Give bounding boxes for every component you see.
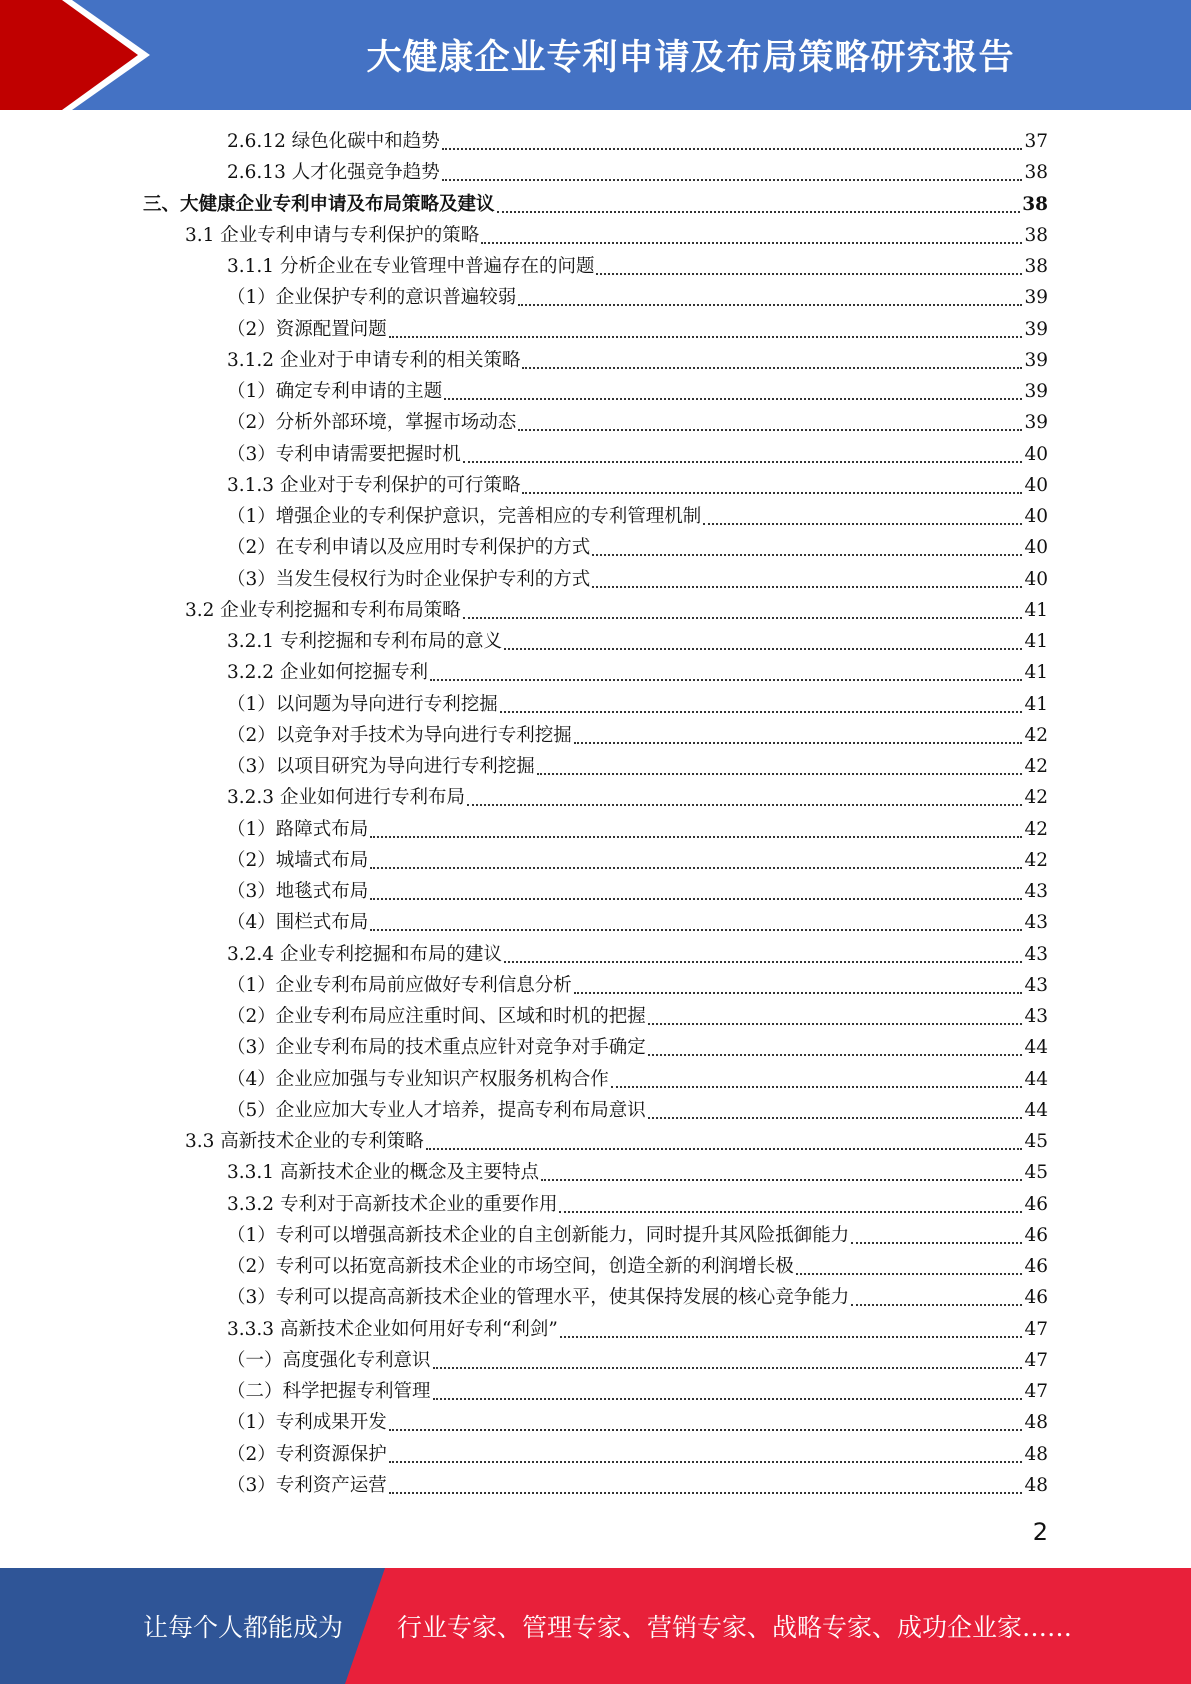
toc-leader-dots [703,523,1022,525]
toc-leader-dots [389,1492,1023,1494]
toc-entry-label: （二）科学把握专利管理 [227,1381,431,1402]
toc-entry-page: 39 [1024,318,1048,340]
toc-entry-page: 48 [1024,1412,1048,1434]
toc-leader-dots [389,336,1023,338]
toc-entry[interactable] [227,441,1048,469]
toc-entry-page: 37 [1024,131,1048,152]
toc-entry-label: （3）当发生侵权行为时企业保护专利的方式 [227,568,591,590]
toc-entry[interactable] [227,1316,1048,1344]
toc-entry-label: （3）专利申请需要把握时机 [227,443,461,465]
toc-entry-label: （3）专利可以提高高新技术企业的管理水平，使其保持发展的核心竞争能力 [227,1287,850,1309]
toc-entry[interactable] [227,1066,1048,1094]
toc-entry-label: 3.3 高新技术企业的专利策略 [185,1131,424,1152]
toc-entry-page: 43 [1024,912,1048,934]
toc-leader-dots [559,1211,1022,1213]
toc-entry-page: 39 [1024,349,1048,371]
toc-leader-dots [433,1367,1023,1369]
footer-slogan-left: 让每个人都能成为 [143,1613,344,1642]
toc-leader-dots [537,773,1023,775]
toc-entry-page: 45 [1024,1162,1048,1184]
toc-entry-label: 3.3.1 高新技术企业的概念及主要特点 [227,1162,539,1184]
toc-entry-page: 46 [1024,1224,1048,1246]
header-banner [0,0,1191,110]
toc-leader-dots [504,648,1022,650]
toc-entry-label: （一）高度强化专利意识 [227,1349,431,1371]
toc-entry[interactable] [227,378,1048,406]
toc-leader-dots [442,179,1023,181]
toc-entry-page: 41 [1024,662,1048,684]
toc-entry[interactable] [227,784,1048,812]
toc-entry[interactable] [227,1034,1048,1062]
toc-leader-dots [560,1336,1023,1338]
toc-entry-page: 41 [1024,599,1048,621]
toc-entry-label: （3）地毯式布局 [227,881,369,902]
toc-entry[interactable] [227,1284,1048,1312]
toc-entry-page: 39 [1024,381,1048,402]
toc-entry-label: （2）以竞争对手技术为导向进行专利挖掘 [227,724,572,746]
toc-entry-page: 38 [1022,193,1048,215]
toc-entry[interactable] [227,1159,1048,1187]
toc-leader-dots [504,961,1022,963]
toc-entry-page: 46 [1024,1193,1048,1215]
toc-entry[interactable] [227,972,1048,1000]
toc-entry-label: 3.1.3 企业对于专利保护的可行策略 [227,474,521,496]
toc-entry[interactable] [227,1097,1048,1125]
toc-entry-page: 41 [1024,693,1048,715]
toc-entry-page: 43 [1024,881,1048,902]
toc-entry[interactable] [227,628,1048,656]
toc-leader-dots [796,1273,1023,1275]
toc-entry-page: 42 [1024,756,1048,777]
toc-entry-label: （3）企业专利布局的技术重点应针对竞争对手确定 [227,1037,646,1059]
toc-leader-dots [574,992,1023,994]
toc-entry[interactable] [227,659,1048,687]
toc-entry-label: 3.1.2 企业对于申请专利的相关策略 [227,349,521,371]
toc-leader-dots [426,1148,1023,1150]
toc-entry-label: （2）专利资源保护 [227,1443,387,1465]
toc-entry-label: （2）城墙式布局 [227,849,369,871]
toc-leader-dots [592,586,1022,588]
toc-entry-page: 44 [1024,1037,1048,1059]
toc-entry-label: （1）以问题为导向进行专利挖掘 [227,693,498,715]
page-number: 2 [1032,1518,1048,1546]
toc-entry-page: 40 [1024,568,1048,590]
toc-entry-label: 三、大健康企业专利申请及布局策略及建议 [143,193,495,215]
toc-entry[interactable] [227,347,1048,375]
toc-entry[interactable] [227,472,1048,500]
toc-leader-dots [389,1429,1023,1431]
toc-leader-dots [370,867,1022,869]
toc-leader-dots [467,804,1022,806]
toc-entry-label: （3）以项目研究为导向进行专利挖掘 [227,756,535,777]
toc-entry[interactable] [227,878,1048,906]
toc-leader-dots [433,1398,1023,1400]
toc-entry-label: （2）专利可以拓宽高新技术企业的市场空间，创造全新的利润增长极 [227,1256,794,1277]
toc-entry-label: 3.2.2 企业如何挖掘专利 [227,662,428,684]
toc-leader-dots [370,898,1022,900]
toc-entry[interactable] [227,816,1048,844]
toc-entry-page: 46 [1024,1287,1048,1309]
document-title: 大健康企业专利申请及布局策略研究报告 [366,38,1015,78]
toc-leader-dots [370,929,1022,931]
toc-entry-label: 3.3.2 专利对于高新技术企业的重要作用 [227,1193,558,1215]
toc-entry-page: 44 [1024,1068,1048,1090]
toc-leader-dots [611,1086,1023,1088]
toc-entry-label: 2.6.12 绿色化碳中和趋势 [227,131,440,152]
toc-leader-dots [518,429,1022,431]
toc-entry[interactable] [227,534,1048,562]
toc-entry-page: 48 [1024,1474,1048,1496]
toc-entry-label: 3.2 企业专利挖掘和专利布局策略 [185,599,461,621]
toc-leader-dots [518,304,1022,306]
toc-entry-page: 41 [1024,631,1048,652]
toc-entry[interactable] [227,691,1048,719]
toc-entry[interactable] [227,128,1048,156]
toc-leader-dots [430,679,1022,681]
toc-entry-page: 44 [1024,1099,1048,1121]
toc-leader-dots [444,398,1022,400]
toc-entry[interactable] [227,753,1048,781]
toc-entry-label: （4）围栏式布局 [227,912,369,934]
toc-entry[interactable] [227,284,1048,312]
toc-entry-label: 3.3.3 高新技术企业如何用好专利“利剑” [227,1318,558,1340]
toc-entry[interactable] [185,597,1048,625]
toc-leader-dots [648,1054,1023,1056]
toc-entry[interactable] [227,941,1048,969]
toc-entry-label: （3）专利资产运营 [227,1474,387,1496]
toc-entry-label: （2）分析外部环境，掌握市场动态 [227,412,517,434]
toc-entry-label: （2）在专利申请以及应用时专利保护的方式 [227,537,591,559]
toc-entry[interactable] [227,1253,1048,1281]
toc-entry-label: 2.6.13 人才化强竞争趋势 [227,162,440,184]
toc-leader-dots [541,1179,1022,1181]
toc-entry[interactable] [227,1191,1048,1219]
toc-leader-dots [389,1461,1023,1463]
toc-leader-dots [522,367,1022,369]
toc-leader-dots [574,742,1023,744]
toc-entry-label: （1）企业专利布局前应做好专利信息分析 [227,974,572,996]
toc-entry[interactable] [227,1409,1048,1437]
toc-leader-dots [497,211,1021,213]
toc-leader-dots [500,711,1023,713]
toc-entry-label: （1）路障式布局 [227,818,369,840]
toc-entry-page: 38 [1024,162,1048,184]
toc-entry-page: 40 [1024,443,1048,465]
toc-entry-page: 38 [1024,224,1048,246]
toc-entry-page: 48 [1024,1443,1048,1465]
toc-entry-page: 43 [1024,943,1048,965]
toc-entry-page: 43 [1024,1006,1048,1027]
toc-leader-dots [463,617,1023,619]
toc-entry[interactable] [227,847,1048,875]
toc-leader-dots [370,836,1022,838]
toc-leader-dots [442,148,1023,150]
toc-entry-page: 38 [1024,256,1048,277]
toc-entry[interactable] [227,1222,1048,1250]
toc-entry-page: 47 [1024,1349,1048,1371]
toc-entry-page: 43 [1024,974,1048,996]
footer-slogan-right: 行业专家、管理专家、营销专家、战略专家、成功企业家…… [397,1613,1073,1642]
toc-leader-dots [648,1023,1023,1025]
toc-entry-page: 46 [1024,1256,1048,1277]
toc-entry-page: 40 [1024,537,1048,559]
toc-leader-dots [522,492,1022,494]
toc-entry[interactable] [227,1003,1048,1031]
toc-entry-label: （1）增强企业的专利保护意识，完善相应的专利管理机制 [227,506,702,527]
toc-entry[interactable] [227,253,1048,281]
chevron-arrow-icon [0,0,160,110]
toc-entry-label: （4）企业应加强与专业知识产权服务机构合作 [227,1068,609,1090]
toc-entry-label: （1）确定专利申请的主题 [227,381,443,402]
toc-leader-dots [851,1304,1022,1306]
toc-leader-dots [596,273,1022,275]
toc-entry-page: 39 [1024,287,1048,309]
toc-leader-dots [592,554,1022,556]
toc-entry[interactable] [227,503,1048,531]
toc-entry[interactable] [227,409,1048,437]
toc-entry-label: （1）专利可以增强高新技术企业的自主创新能力，同时提升其风险抵御能力 [227,1224,850,1246]
toc-entry[interactable] [227,722,1048,750]
toc-entry-label: （1）专利成果开发 [227,1412,387,1434]
toc-entry-label: 3.2.1 专利挖掘和专利布局的意义 [227,631,502,652]
toc-entry[interactable] [143,191,1048,219]
toc-entry[interactable] [227,1472,1048,1500]
toc-entry-label: （5）企业应加大专业人才培养，提高专利布局意识 [227,1099,646,1121]
toc-entry-page: 42 [1024,818,1048,840]
toc-entry-page: 40 [1024,506,1048,527]
toc-entry-page: 40 [1024,474,1048,496]
toc-entry-label: （1）企业保护专利的意识普遍较弱 [227,287,517,309]
toc-leader-dots [851,1242,1022,1244]
toc-entry-page: 42 [1024,724,1048,746]
toc-entry-label: 3.2.4 企业专利挖掘和布局的建议 [227,943,502,965]
toc-entry[interactable] [227,1378,1048,1406]
toc-entry-label: （2）资源配置问题 [227,318,387,340]
toc-entry-label: 3.1 企业专利申请与专利保护的策略 [185,224,480,246]
toc-entry-label: 3.2.3 企业如何进行专利布局 [227,787,465,809]
toc-entry-label: 3.1.1 分析企业在专业管理中普遍存在的问题 [227,256,595,277]
toc-entry[interactable] [227,909,1048,937]
toc-entry[interactable] [227,316,1048,344]
toc-leader-dots [463,461,1023,463]
toc-leader-dots [648,1117,1023,1119]
toc-entry-page: 47 [1024,1318,1048,1340]
footer-banner [0,1568,1191,1684]
toc-entry[interactable] [227,1347,1048,1375]
toc-entry-page: 39 [1024,412,1048,434]
toc-entry[interactable] [185,1128,1048,1156]
toc-entry[interactable] [227,566,1048,594]
toc-entry[interactable] [227,1441,1048,1469]
toc-entry-page: 45 [1024,1131,1048,1152]
toc-entry[interactable] [185,222,1048,250]
toc-entry-page: 42 [1024,787,1048,809]
toc-entry[interactable] [227,159,1048,187]
toc-entry-page: 47 [1024,1381,1048,1402]
toc-entry-label: （2）企业专利布局应注重时间、区域和时机的把握 [227,1006,646,1027]
toc-entry-page: 42 [1024,849,1048,871]
toc-leader-dots [481,242,1022,244]
